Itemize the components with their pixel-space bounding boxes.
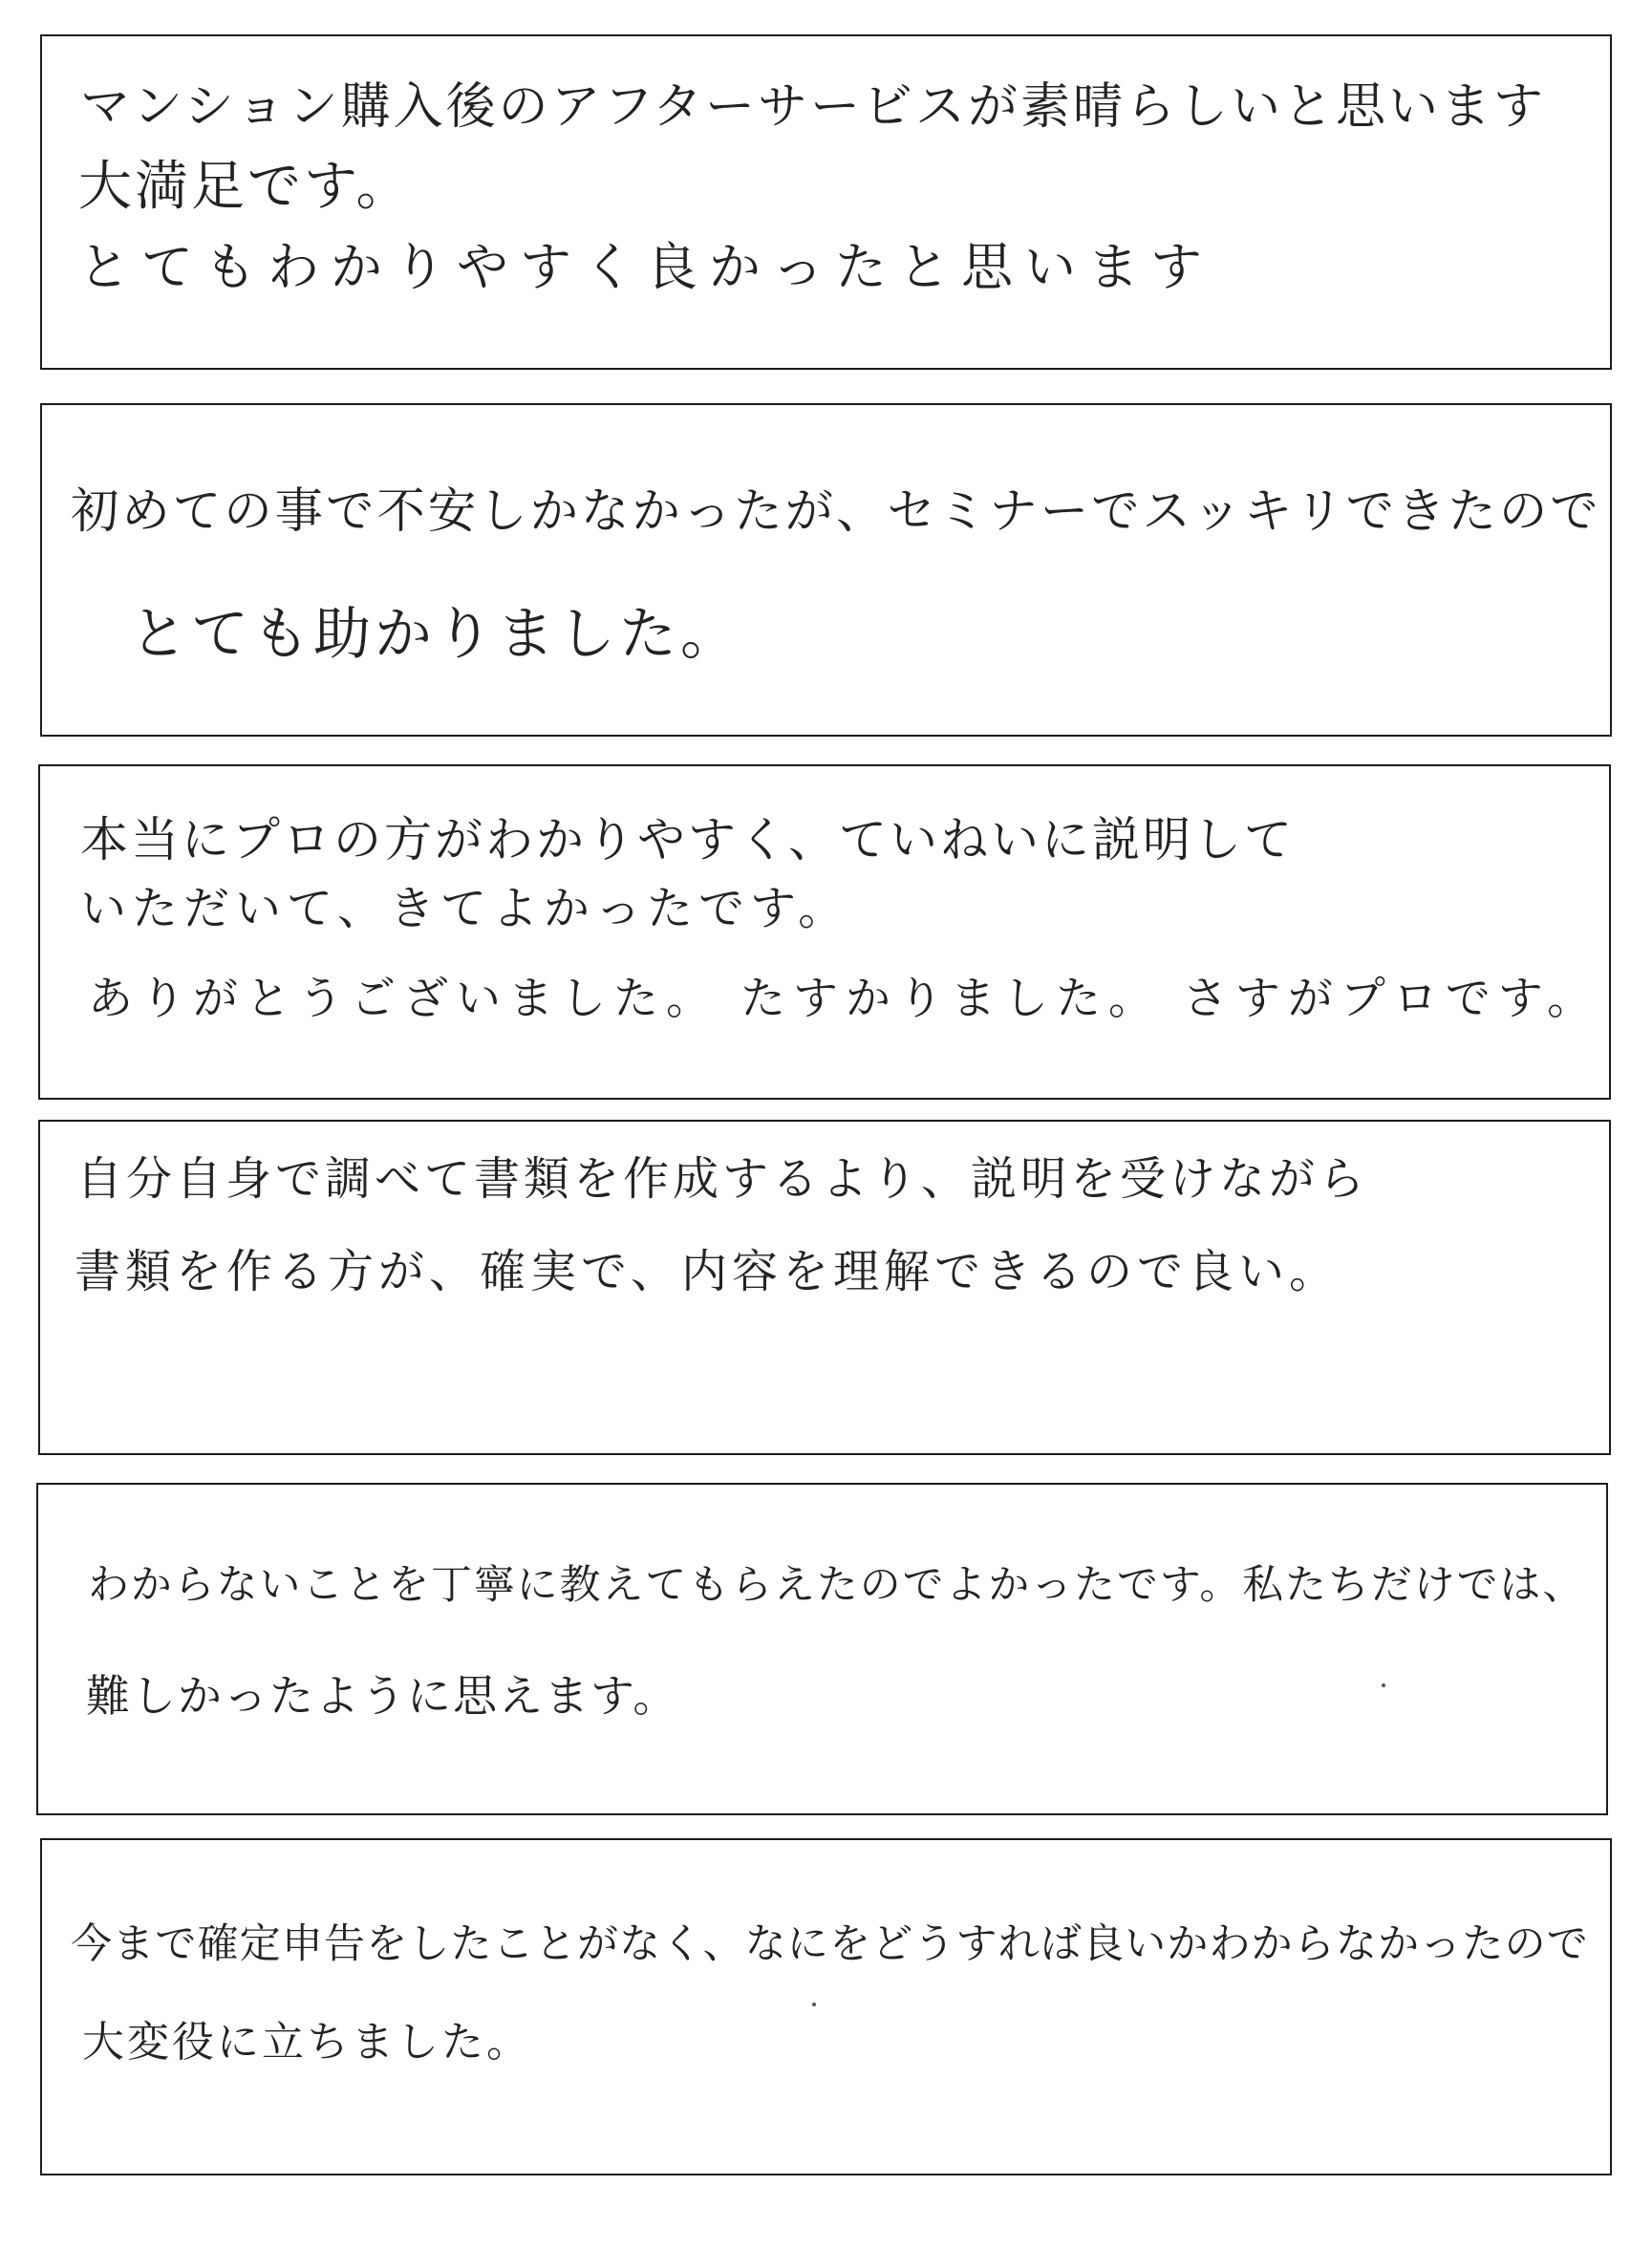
scan-speck [812, 2003, 816, 2006]
comment-box-3 [38, 764, 1611, 1100]
comment-line: わからないことを丁寧に教えてもらえたのでよかったです。私たちだけでは、 [88, 1561, 1586, 1609]
comment-line: 書類を作る方が、確実で、内容を理解できるので良い。 [75, 1245, 1341, 1298]
comment-box-6 [40, 1838, 1612, 2175]
comment-line: 大変役に立ちました。 [82, 2018, 531, 2067]
comment-line: 難しかったように思えます。 [86, 1670, 679, 1722]
comment-line: 初めての事で不安しかなかったが、セミナーでスッキリできたので [71, 482, 1601, 539]
comment-line: とても助かりました。 [130, 601, 741, 668]
scan-speck [1382, 1683, 1385, 1687]
comment-line: いただいて、きてよかったです。 [80, 882, 850, 935]
comment-box-1 [40, 34, 1612, 370]
comment-line: 自分自身で調べて書類を作成するより、説明を受けながら [76, 1152, 1369, 1206]
comment-line: 大満足です。 [78, 156, 413, 218]
comment-line: 今まで確定申告をしたことがなく、なにをどうすれば良いかわからなかったので [71, 1920, 1589, 1968]
comment-line: 本当にプロの方がわかりやすく、ていねいに説明して [80, 812, 1295, 868]
comment-box-2 [40, 403, 1612, 737]
comment-line: マンション購入後のアフターサービスが素晴らしいと思います [80, 78, 1547, 136]
comment-box-4 [38, 1120, 1611, 1455]
comment-line: ありがとうございました。 たすかりました。 さすがプロです。 [88, 973, 1600, 1025]
comment-box-5 [36, 1483, 1608, 1815]
comment-line: とてもわかりやすく良かったと思います [78, 237, 1213, 297]
